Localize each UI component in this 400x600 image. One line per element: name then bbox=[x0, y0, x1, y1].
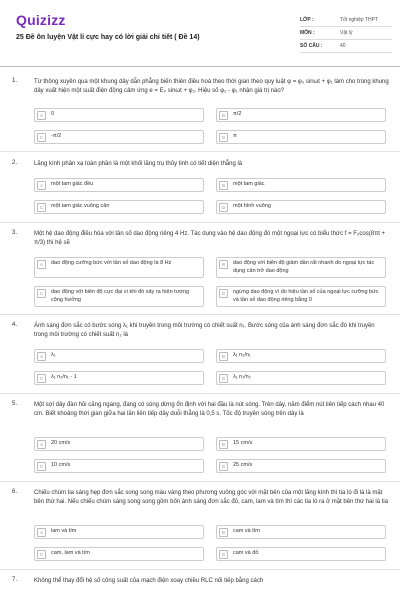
question-text: Chiếu chùm tia sáng hẹp đơn sắc song song màu vàng theo phương vuông góc với mặt bên của một lăng kính thì tia ló đi là là mặt bên thứ hai. Nếu chiếu chùm sáng song song gồm bốn ánh sáng đơn sắc đỏ, cam, lam và tím thì các tia ló ra ở mặt bên thứ hai là tia bbox=[34, 490, 389, 505]
option-b[interactable]: B cam và tím bbox=[216, 525, 386, 539]
option-d[interactable]: D một hình vuông bbox=[216, 200, 386, 214]
option-b[interactable]: B λ₁ n₂/n₁ bbox=[216, 349, 386, 363]
question-text: Ánh sáng đơn sắc có bước sóng λ₁ khi truyền trong môi trường có chiết suất n₁. Bước sóng của ánh sáng đơn sắc đó khi truyền trong môi trường có chiết suất n₂ là bbox=[34, 323, 375, 338]
question-text: Không thể thay đổi hệ số công suất của mạch điện xoay chiều RLC nối tiếp bằng cách bbox=[34, 578, 264, 584]
question-text: Một hệ dao động điều hòa với tần số dao động riêng 4 Hz. Tác dụng vào hệ dao động đó một ngoại lực có biểu thức f = F₀cos(8πt + π/3) thì hệ sẽ bbox=[34, 231, 386, 246]
option-c[interactable]: C dao động với biên độ cực đại vì khi đó xảy ra hiện tượng cộng hưởng bbox=[34, 286, 204, 307]
question-divider bbox=[0, 481, 400, 482]
option-a[interactable]: A λ₁ bbox=[34, 349, 204, 363]
meta-row-count: SỐ CÂU : 40 bbox=[300, 40, 392, 53]
header-divider bbox=[0, 66, 400, 67]
option-d[interactable]: D π bbox=[216, 130, 386, 144]
meta-table bbox=[300, 14, 392, 53]
option-b[interactable]: B một tam giác bbox=[216, 178, 386, 192]
question-divider bbox=[0, 314, 400, 315]
question-text: Từ thông xuyên qua một khung dây dẫn phẳng biến thiên điều hoà theo thời gian theo quy luật φ = φ₀ sinωt + φ₁ làm cho trong khung dây xuất hiện một suất điện động cảm ứng e = E₀ sinωt + φ₂. Hiệu số φ₂ - φ₁ nhận giá trị nào? bbox=[34, 79, 389, 94]
option-d[interactable]: D cam và đỏ bbox=[216, 547, 386, 561]
option-a[interactable]: A lam và tím bbox=[34, 525, 204, 539]
meta-row-subject: MÔN : Vật lý bbox=[300, 27, 392, 40]
page-header bbox=[0, 0, 400, 66]
option-b[interactable]: B π/2 bbox=[216, 108, 386, 122]
option-c[interactable]: C cam, lam và tím bbox=[34, 547, 204, 561]
question-text: Một sợi dây đàn hồi căng ngang, đang có sóng dừng ổn định với hai đầu là nút sóng. Trên dây, năm điểm nút liên tiếp cách nhau 40 cm. Biết khoảng thời gian giữa hai lần liên tiếp dây duỗi thẳng là 0,5 s. Tốc độ truyền sóng trên dây là bbox=[34, 402, 385, 417]
option-c[interactable]: C một tam giác vuông cân bbox=[34, 200, 204, 214]
option-d[interactable]: D ngừng dao động vì do hiệu tần số của ngoại lực cưỡng bức và tần số dao động riêng bằng 0 bbox=[216, 286, 386, 307]
question-divider bbox=[0, 151, 400, 152]
option-c[interactable]: C λ₁ n₂/n₁ - 1 bbox=[34, 371, 204, 385]
option-b[interactable]: B 15 cm/s bbox=[216, 437, 386, 451]
quizizz-logo: Quizizz bbox=[16, 12, 66, 28]
option-b[interactable]: B dao động với biên độ giảm dần rất nhanh do ngoại lực tác dụng cản trở dao động bbox=[216, 257, 386, 278]
question-text: Lăng kính phản xạ toàn phần là một khối lăng trụ thủy tinh có tiết diện thẳng là bbox=[34, 161, 243, 167]
option-d[interactable]: D 25 cm/s bbox=[216, 459, 386, 473]
option-c[interactable]: C 10 cm/s bbox=[34, 459, 204, 473]
question-divider bbox=[0, 393, 400, 394]
option-c[interactable]: C -π/2 bbox=[34, 130, 204, 144]
option-a[interactable]: A 0 bbox=[34, 108, 204, 122]
question-divider bbox=[0, 222, 400, 223]
page-title: 25 Đề ôn luyện Vật lí cực hay có lời giải chi tiết ( Đề 14) bbox=[16, 34, 200, 41]
option-a[interactable]: A dao động cưỡng bức với tần số dao động là 8 Hz bbox=[34, 257, 204, 278]
option-a[interactable]: A 20 cm/s bbox=[34, 437, 204, 451]
option-a[interactable]: A một tam giác đều bbox=[34, 178, 204, 192]
question-divider bbox=[0, 569, 400, 570]
option-d[interactable]: D λ₁ n₁/n₂ bbox=[216, 371, 386, 385]
meta-row-class: LỚP : Tốt nghiệp THPT bbox=[300, 14, 392, 27]
